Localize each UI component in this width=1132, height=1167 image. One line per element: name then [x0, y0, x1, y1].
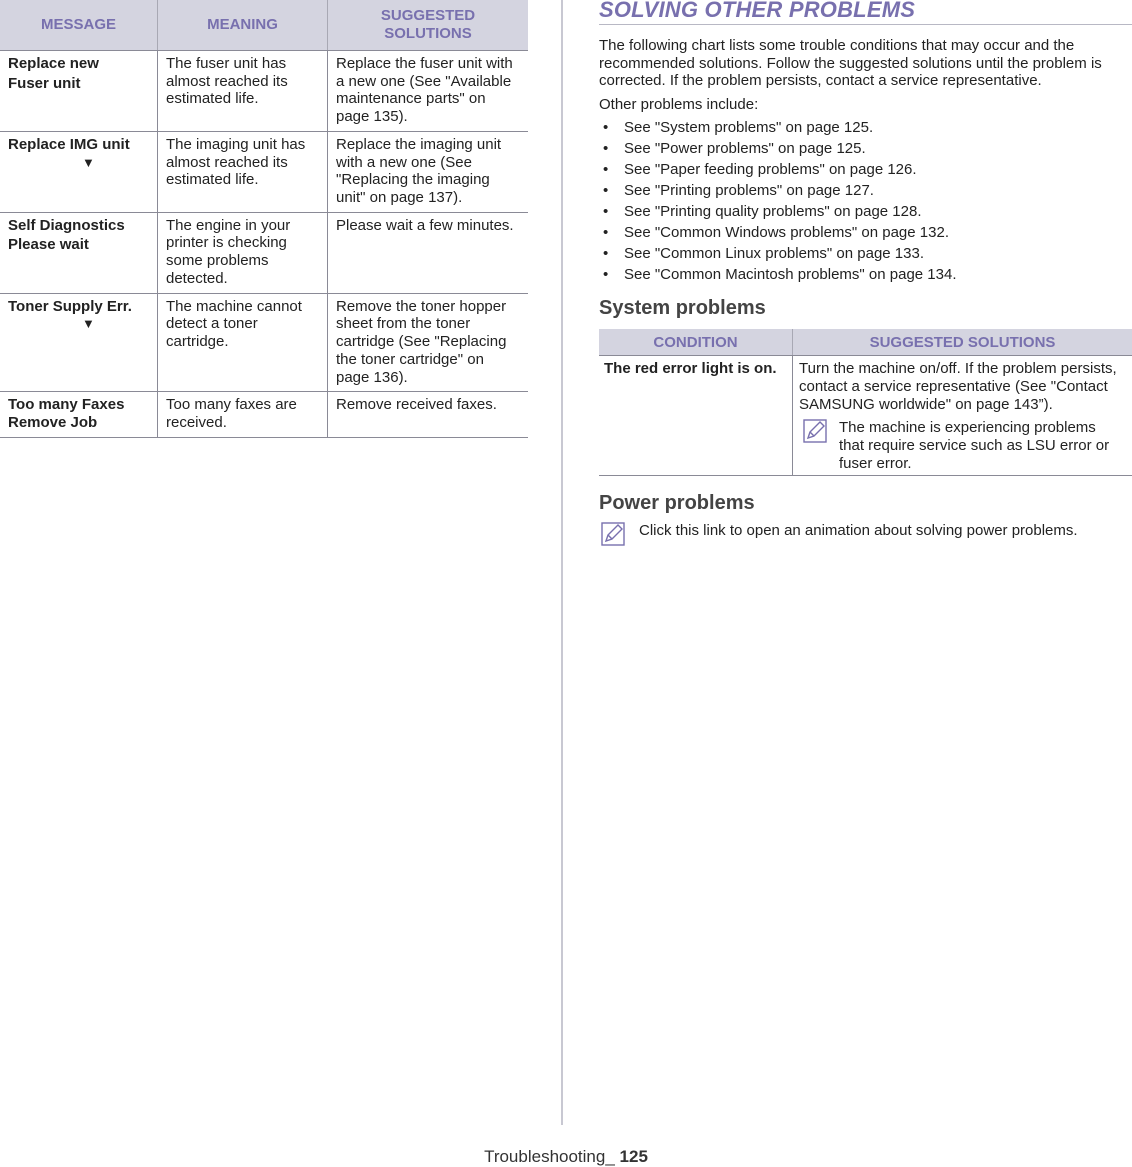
- power-animation-link[interactable]: Click this link to open an animation about solving power problems.: [639, 522, 1078, 540]
- power-animation-note[interactable]: [599, 522, 1132, 540]
- problem-links-list: [599, 117, 1132, 285]
- list-item[interactable]: • See "Printing problems" on page 127.: [603, 181, 874, 199]
- page-footer: [0, 1147, 1132, 1167]
- solution-cell: Please wait a few minutes.: [328, 212, 529, 293]
- list-item[interactable]: • See "Common Macintosh problems" on page 134.: [603, 265, 957, 283]
- system-problems-table: [599, 329, 1132, 476]
- message-cell: Self Diagnostics Please wait: [0, 212, 158, 293]
- message-cell: Toner Supply Err. ▼: [0, 293, 158, 391]
- table-row: [0, 392, 528, 437]
- header-suggested-solutions: SUGGESTED SOLUTIONS: [793, 329, 1132, 356]
- solution-cell: [793, 356, 1132, 476]
- list-item[interactable]: • See "Common Linux problems" on page 133.: [603, 244, 924, 262]
- message-cell: Too many Faxes Remove Job: [0, 392, 158, 437]
- message-cell: Replace new Fuser unit: [0, 51, 158, 132]
- meaning-cell: The imaging unit has almost reached its estimated life.: [158, 132, 328, 213]
- meaning-cell: The fuser unit has almost reached its estimated life.: [158, 51, 328, 132]
- header-message: MESSAGE: [0, 0, 158, 51]
- meaning-cell: The machine cannot detect a toner cartridge.: [158, 293, 328, 391]
- list-item[interactable]: • See "System problems" on page 125.: [603, 118, 874, 136]
- meaning-cell: Too many faxes are received.: [158, 392, 328, 437]
- table-row: [0, 132, 528, 213]
- list-item[interactable]: • See "Common Windows problems" on page 132.: [603, 223, 949, 241]
- column-divider: [561, 0, 563, 1125]
- meaning-cell: The engine in your printer is checking some problems detected.: [158, 212, 328, 293]
- header-suggested-solutions: SUGGESTED SOLUTIONS: [328, 0, 529, 51]
- table-row: [599, 356, 1132, 476]
- other-problems-label: Other problems include:: [599, 96, 759, 114]
- page-number: 125: [619, 1147, 648, 1166]
- solution-text: Turn the machine on/off. If the problem persists, contact a service representative (See "Contact SAMSUNG worldwide" on page 143”).: [799, 360, 1117, 413]
- service-note: The machine is experiencing problems that require service such as LSU error or fuser error.: [799, 419, 1124, 472]
- problem-link[interactable]: See "Paper feeding problems" on page 126.: [624, 160, 917, 178]
- power-problems-heading: Power problems: [599, 492, 755, 515]
- intro-paragraph: The following chart lists some trouble conditions that may occur and the recommended solutions. Follow the suggested solutions until the problem is corrected. If the problem persists, contact a service representative.: [599, 37, 1102, 90]
- right-column: [599, 0, 1132, 540]
- solution-cell: Remove received faxes.: [328, 392, 529, 437]
- problem-link[interactable]: See "System problems" on page 125.: [624, 118, 874, 136]
- problem-link[interactable]: See "Common Macintosh problems" on page 134.: [624, 265, 957, 283]
- left-column: [0, 0, 528, 438]
- solution-cell: Replace the fuser unit with a new one (See "Available maintenance parts" on page 135).: [328, 51, 529, 132]
- system-table-header: [599, 329, 1132, 356]
- header-meaning: MEANING: [158, 0, 328, 51]
- list-item[interactable]: • See "Printing quality problems" on page 128.: [603, 202, 922, 220]
- message-cell: Replace IMG unit ▼: [0, 132, 158, 213]
- problem-link[interactable]: See "Printing quality problems" on page 128.: [624, 202, 922, 220]
- problem-link[interactable]: See "Common Windows problems" on page 132.: [624, 223, 949, 241]
- section-title: SOLVING OTHER PROBLEMS: [599, 0, 1132, 25]
- condition-cell: The red error light is on.: [599, 356, 793, 476]
- system-problems-heading: System problems: [599, 296, 766, 319]
- table-row: [0, 51, 528, 132]
- down-arrow-icon: ▼: [82, 154, 95, 170]
- table-row: [0, 293, 528, 391]
- list-item[interactable]: • See "Paper feeding problems" on page 126.: [603, 160, 917, 178]
- down-arrow-icon: ▼: [82, 316, 95, 332]
- solution-cell: Replace the imaging unit with a new one (See "Replacing the imaging unit" on page 137).: [328, 132, 529, 213]
- note-pencil-icon: [601, 522, 625, 546]
- footer-label: Troubleshooting_: [484, 1147, 615, 1166]
- problem-link[interactable]: See "Printing problems" on page 127.: [624, 181, 874, 199]
- table-row: [0, 212, 528, 293]
- header-condition: CONDITION: [599, 329, 793, 356]
- message-table-header: [0, 0, 528, 51]
- message-table: [0, 0, 528, 438]
- solution-cell: Remove the toner hopper sheet from the toner cartridge (See "Replacing the toner cartridge" on page 136).: [328, 293, 529, 391]
- note-pencil-icon: [803, 419, 827, 443]
- problem-link[interactable]: See "Power problems" on page 125.: [624, 139, 866, 157]
- list-item[interactable]: • See "Power problems" on page 125.: [603, 139, 866, 157]
- problem-link[interactable]: See "Common Linux problems" on page 133.: [624, 244, 924, 262]
